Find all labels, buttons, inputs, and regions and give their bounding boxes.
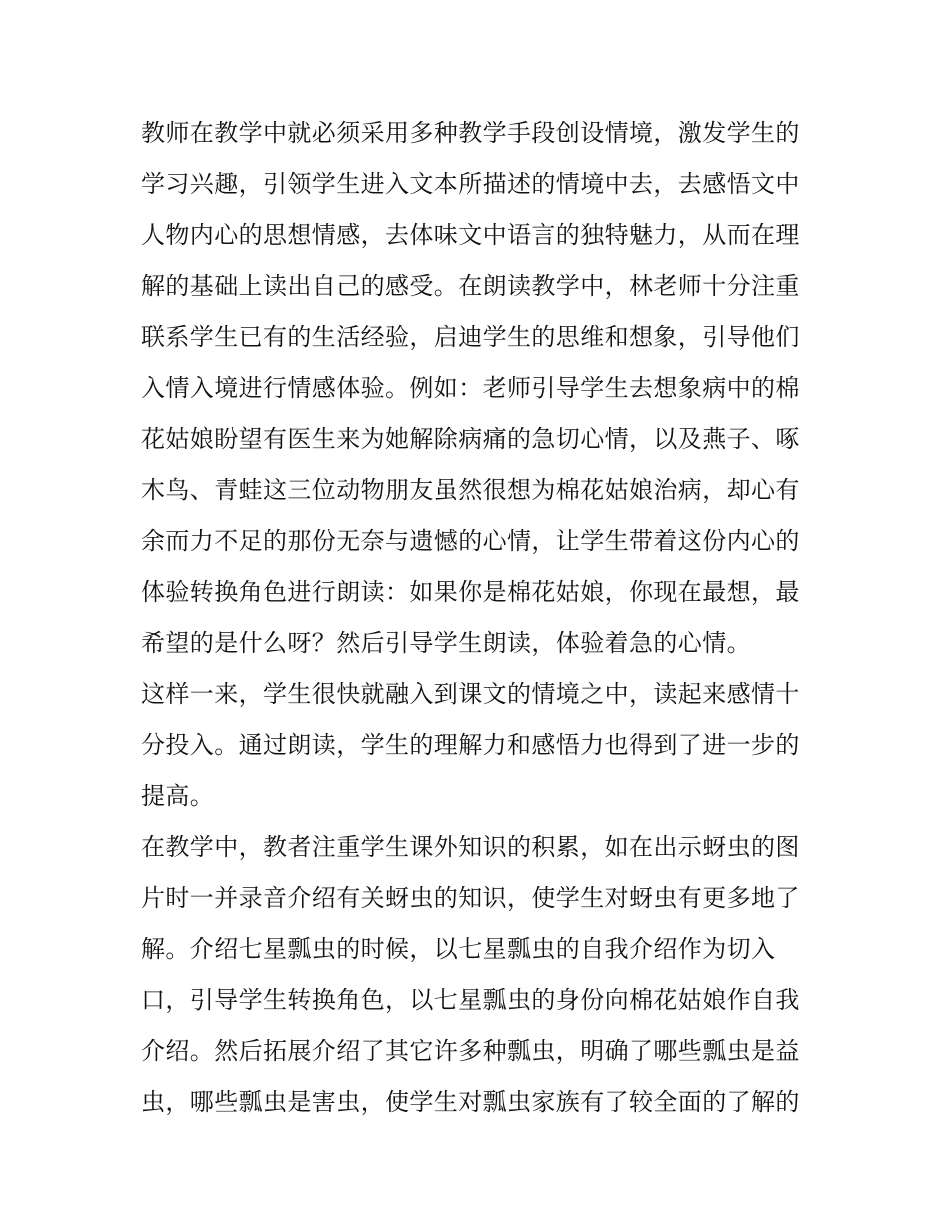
text-line: 虫，哪些瓢虫是害虫，使学生对瓢虫家族有了较全面的了解的: [141, 1088, 800, 1116]
text-line: 口，引导学生转换角色，以七星瓢虫的身份向棉花姑娘作自我: [141, 986, 800, 1014]
text-line: 解。介绍七星瓢虫的时候，以七星瓢虫的自我介绍作为切入: [141, 935, 776, 963]
body-text: [141, 108, 813, 1128]
text-line: 分投入。通过朗读，学生的理解力和感悟力也得到了进一步的: [141, 731, 800, 759]
text-line: 花姑娘盼望有医生来为她解除病痛的急切心情，以及燕子、啄: [141, 425, 800, 453]
text-line: 联系学生已有的生活经验，启迪学生的思维和想象，引导他们: [141, 323, 800, 351]
text-line: 体验转换角色进行朗读：如果你是棉花姑娘，你现在最想，最: [141, 578, 800, 606]
text-line: 希望的是什么呀？然后引导学生朗读，体验着急的心情。: [141, 629, 751, 657]
text-line: 介绍。然后拓展介绍了其它许多种瓢虫，明确了哪些瓢虫是益: [141, 1037, 800, 1065]
text-line: 在教学中，教者注重学生课外知识的积累，如在出示蚜虫的图: [141, 833, 800, 861]
text-line: 这样一来，学生很快就融入到课文的情境之中，读起来感情十: [141, 680, 800, 708]
text-line: 余而力不足的那份无奈与遗憾的心情，让学生带着这份内心的: [141, 527, 800, 555]
text-line: 教师在教学中就必须采用多种教学手段创设情境，激发学生的: [141, 119, 800, 147]
text-line: 木鸟、青蛙这三位动物朋友虽然很想为棉花姑娘治病，却心有: [141, 476, 800, 504]
text-line: 人物内心的思想情感，去体味文中语言的独特魅力，从而在理: [141, 221, 800, 249]
text-line: 解的基础上读出自己的感受。在朗读教学中，林老师十分注重: [141, 272, 800, 300]
text-line: 片时一并录音介绍有关蚜虫的知识，使学生对蚜虫有更多地了: [141, 884, 800, 912]
text-line: 入情入境进行情感体验。例如：老师引导学生去想象病中的棉: [141, 374, 800, 402]
text-line: 学习兴趣，引领学生进入文本所描述的情境中去，去感悟文中: [141, 170, 800, 198]
text-line: 提高。: [141, 782, 215, 810]
